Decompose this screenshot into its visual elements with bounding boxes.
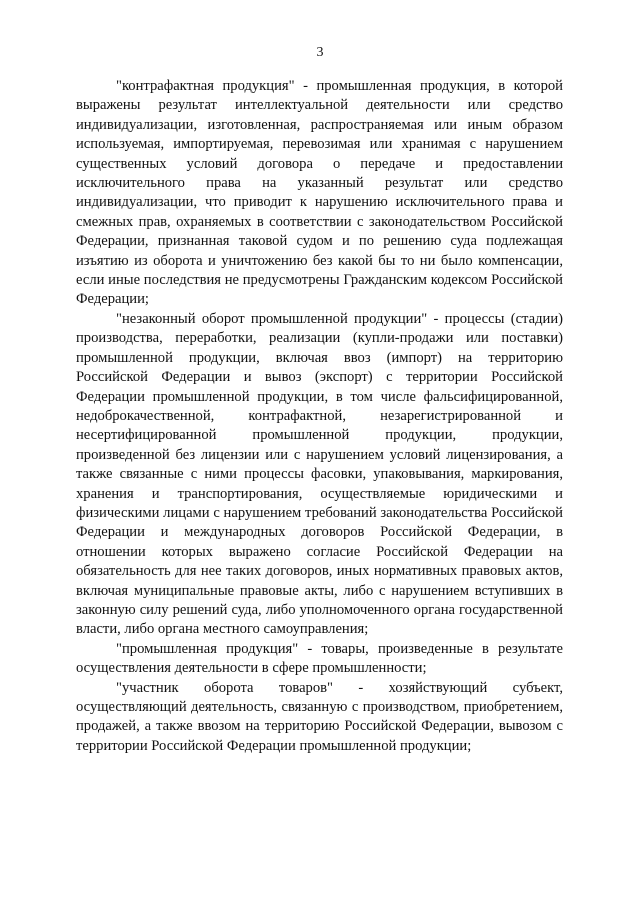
- paragraph-illegal-circulation: "незаконный оборот промышленной продукции" - процессы (стадии) производства, переработки, реализации (купли-продажи или поставки) промышленной продукции, включая ввоз (импорт) на территорию Российской Федерации и вывоз (экспорт) с территории Российской Федерации промышленной продукции, в том числе фальсифицированной, недоброкачественной, контрафактной, незарегистрированной и несертифицированной промышленной продукции, продукции, произведенной без лицензии или с нарушением условий лицензирования, а также связанные с ними процессы фасовки, упаковывания, маркирования, хранения и транспортирования, осуществляемые юридическими и физическими лицами с нарушением требований законодательства Российской Федерации и международных договоров Российской Федерации, в отношении которых выражено согласие Российской Федерации на обязательность для нее таких договоров, иных нормативных правовых актов, включая муниципальные правовые акты, либо с нарушением вступивших в законную силу решений суда, либо уполномоченного органа государственной власти, либо органа местного самоуправления;: [76, 310, 563, 638]
- paragraph-industrial-products: "промышленная продукция" - товары, произведенные в результате осуществления деятельности в сфере промышленности;: [76, 640, 563, 677]
- page-number: 3: [316, 45, 324, 60]
- paragraph-trade-participant: "участник оборота товаров" - хозяйствующий субъект, осуществляющий деятельность, связанную с производством, приобретением, продажей, а также ввозом на территорию Российской Федерации, вывозом с территории Российской Федерации промышленной продукции;: [76, 679, 563, 754]
- paragraph-counterfeit-products: "контрафактная продукция" - промышленная продукция, в которой выражены результат интеллектуальной деятельности или средство индивидуализации, изготовленная, распространяемая или иным образом используемая, импортируемая, перевозимая или хранимая с нарушением существенных условий договора о передаче и предоставлении исключительного права на указанный результат или средство индивидуализации, что приводит к нарушению исключительного права и смежных прав, охраняемых в соответствии с законодательством Российской Федерации, признанная таковой судом и по решению суда подлежащая изъятию из оборота и уничтожению без какой бы то ни было компенсации, если иные последствия не предусмотрены Гражданским кодексом Российской Федерации;: [76, 78, 563, 308]
- document-body: [76, 77, 563, 756]
